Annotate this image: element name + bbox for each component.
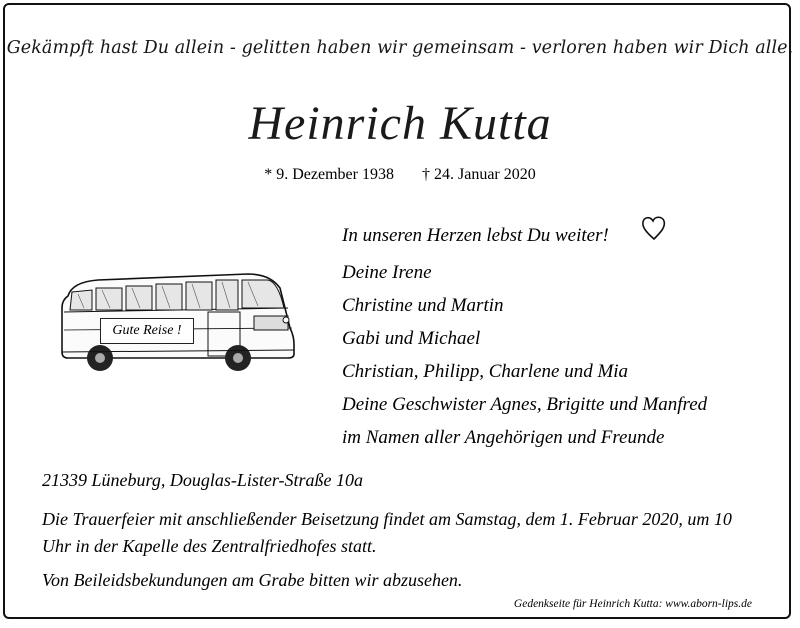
family-lead: In unseren Herzen lebst Du weiter! [342, 225, 609, 246]
deceased-name: Heinrich Kutta [248, 97, 552, 150]
bus-sign: Gute Reise ! [100, 318, 194, 344]
birth-date: * 9. Dezember 1938 [264, 166, 394, 183]
motto-text: Gekämpft hast Du allein - gelitten haben wir gemeinsam - verloren haben wir Dich alle. [6, 38, 794, 58]
condolence-text: Von Beileidsbekundungen am Grabe bitten wir abzusehen. [42, 570, 463, 590]
family-line: Deine Irene [342, 262, 432, 283]
funeral-text: Die Trauerfeier mit anschließender Beisetzung findet am Samstag, dem 1. Februar 2020, um 10 Uhr in der Kapelle des Zentralfriedhofes statt. [42, 509, 732, 556]
heart-icon [640, 215, 668, 241]
family-line: Christine und Martin [342, 295, 504, 316]
family-list [342, 222, 762, 454]
memorial-link[interactable]: Gedenkseite für Heinrich Kutta: www.aborn-lips.de [513, 598, 752, 610]
life-dates [0, 166, 800, 184]
family-line: Deine Geschwister Agnes, Brigitte und Manfred [342, 394, 708, 415]
address-text: 21339 Lüneburg, Douglas-Lister-Straße 10a [42, 470, 363, 490]
family-line: Gabi und Michael [342, 328, 481, 349]
family-line: im Namen aller Angehörigen und Freunde [342, 427, 665, 448]
death-date: † 24. Januar 2020 [421, 166, 536, 183]
family-line: Christian, Philipp, Charlene und Mia [342, 361, 629, 382]
